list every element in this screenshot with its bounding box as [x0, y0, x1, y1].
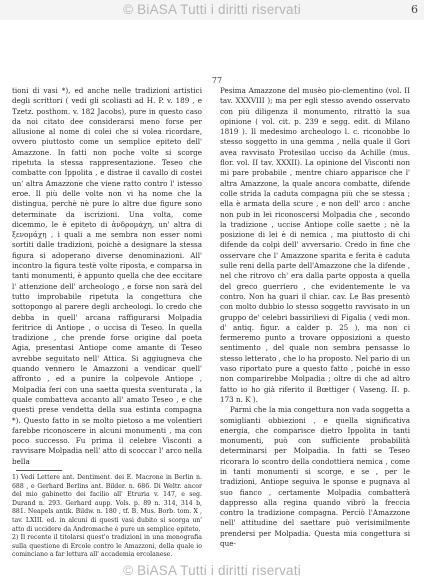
left-column	[12, 86, 202, 558]
footnote-2: 2) Il recente il titolarsi quest'o tradizioni in una monografia sulla questione di Ercole contro le Amazzoni, della quale io cominciano a far lettura all' accademia ercolanese.	[12, 534, 202, 558]
left-paragraph-1: tioni di vasi *), ed anche nelle tradizioni artistici degli scrittori ( vedi gli scoliasti ad H. P. v. 189 , e Tzetz. posthom. v. 182 Jacobs), pure in questo caso da noi citato dee considerarsi meno forse per allusione al nome di colei che si volea ricordare, ovvero piuttosto come un semplice epiteto dell' Amazzone. In fatti non poche volte si scorge ripetuta la stessa rappresentazione. Teseo che combatte con Ippolita , e distrae il cavallo di costei un' altra Amazzone che viene ratto contro l' istesso eroe. Il più delle volte non vi ha nome che la distingua, perchè nè pure lo altre due figure sono determinate da iscrizioni. Una volta, come dicemmo, le è epiteto di ἀνδρομάχη, un' altra di ξενομάχη , i quali a me sembra non esser nomi sortiti dalle tradizioni, poichè a designare la stessa figura si adoperano diverse denominazioni. All' incontro la figura testè volte riposta, e comparsa in tanti monumenti, è appunto quella che dee eccitare l' attenzione dell' archeologo , e forse non sarà del tutto improbabile ripetuta la congettura che sottopongo al parere degli archeologi. Io credo che debba in quell' arcana raffigurarsi Molpadia feritrice di Antiope , o uccisa di Teseo. In quella tradizione , che prende forse origine dal poeta Agia, presentasi Antiope come amante di Teseo avrebbe seguitato nell' Attica. Si aggiugneva che quando vennero le Amazzoni a vendicar quell' affronto , ed a punire la colpevole Antiope , Molpadia feri con una saetta questa sventurata , la quale combatteva accanto all' amato Teseo , e che questi prese vendetta della sua estinta compagna *). Questo fatto in se molto pietoso a me volentieri farebbe riconoscere in alcuni monumenti , ma con poco successo. Fu prima il celebre Visconti a ravvisare Molpadia nell' atto di scoccar l' arco nella bella	[12, 86, 202, 466]
bottom-watermark: © BiASA Tutti i diritti riservati	[123, 563, 301, 578]
footnote-1: 1) Vedi Lettere ant. Dentiment. dei E. Macrone in Berlin n. 688 , e Gerhard Berlins ant. Bilder. n. 686. Di Weltr. ancor del mio gabinetto dei facilio all' Etruria v. 147, e seg. Durand n. 293. Gerhard aupp. Vols. p. 89 n. 314, 314 b, 881. Neapels antik. Bildw. n. 180 , tf. B. Mus. Borb. tom. X , tav. LXIII. ed. in alcuni di questi vasi dubito si scorga un' atto di uccidere da Andromache è pure un semplice epiteto.	[12, 473, 202, 533]
footnote-divider	[16, 470, 62, 471]
right-paragraph-2: Parmi che la mia congettura non vada soggetta a somiglianti obbiezioni , e quella significativa energia, che comparisce dietro Ippolita in tanti monumenti, può con sufficiente probabilità determinarsi per Molpadia. In fatti se Teseo ricorara lo scontro della condottiera nemica , come in tanti monumenti si scorge, e se , per le tradizioni, Antiope seguiva le sponse e pugnava al suo fianco , certamente Molpadia combatterà dappresso alla regina quando vibrò la freccia contro la tradizione compagna. Perciò l'Amazzone nell' attitudine del saettare può verisimilmente prendersi per Molpadia. Questa mia congettura si que-	[220, 405, 410, 549]
top-watermark-bar	[0, 0, 424, 20]
right-column	[220, 86, 410, 558]
top-watermark: © BiASA Tutti i diritti riservati	[123, 2, 301, 17]
corner-mark: 6	[411, 3, 418, 16]
document-page	[10, 20, 424, 560]
right-paragraph-1: Pesima Amazzone del musèo pio-clementino (vol. II tav. XXXVIII ); ma per egli stesso avendo osservato con più diligenza il monumento, ritrattò la sua opinione ( vol. cit. p. 239 e segg. edit. di Milano 1819 ). Il medesimo archeologo l. c. riconobbe lo stesso soggetto in una gemma , nella quale il Gori avea ravvisato Protesilao ucciso da Achille (mus. flor. vol. II tav. XXXII). La opinione del Visconti non mi pare probabile , mentre chiaro apparisce che l' altra Amazzone, la quale ancora combatte, difende colle strida la caduta compagna più che se stessa ; ella è armata della scure , e non dell' arco : anche non pub in lei riconoscersi Molpadia che , secondo la tradizione , uccise Antiope colle saette ; nè la posizione di lei è di nemica , ma piuttosto di chi difende da colpi dell' avversario. Credo in fine che osservare che l' Amazzone sparita e ferita è caduta sulle reni della parte dell'Amazzone che la difende , nel che ritrovo ch' era dalla parte opposta a quella del greco guerriero , che evidentemente le va contro. Non ha guari il chiar. cav. Le Bas presentò con molto dubbio lo stesso soggetto ravvisato in un gruppo de' celebri bassirilievi di Figalia ( vedi mon. d' antiq. figur. a calder p. 25 ), ma non ci fermeremo punto a trovare opposizioni a questo sentimento , del quale non sembra pensasse lo stesso letterato , che lo ha proposto. Nel pario di un vaso riportato pure a questo fatto , poichè in esso non comparirebbe Molpadia ; oltre di che ad altro fatto io ho già riferito il Bœttiger ( Vaseng. II. p. 173 n. K ).	[220, 86, 410, 404]
page-number: 77	[211, 76, 223, 85]
